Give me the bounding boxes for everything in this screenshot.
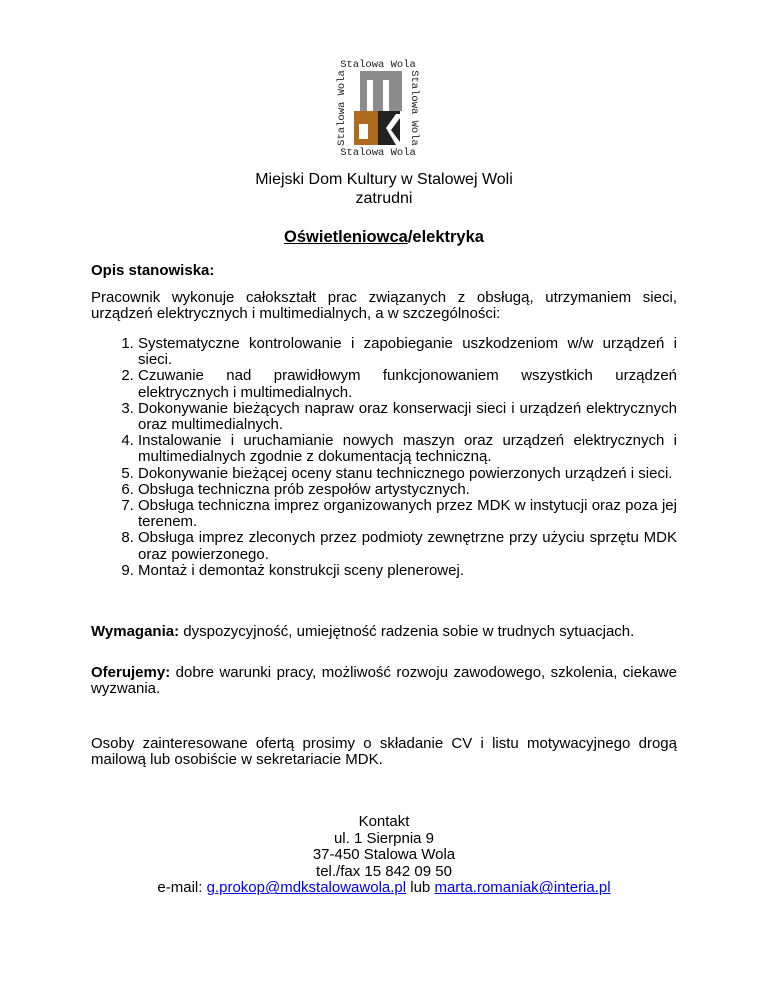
offer-paragraph [91, 665, 677, 697]
requirements-paragraph [91, 624, 677, 640]
job-title [0, 228, 768, 247]
logo-letter-m [360, 71, 402, 111]
requirements-text: dyspozycyjność, umiejętność radzenia sobie w trudnych sytuacjach. [179, 623, 635, 640]
offer-label: Oferujemy: [91, 664, 171, 681]
logo-text-left: Stalowa Wola [336, 70, 348, 146]
description-intro: Pracownik wykonuje całokształt prac związanych z obsługą, utrzymaniem sieci, urządzeń elektrycznych i multimedialnych, a w szczególności: [91, 289, 677, 323]
task-item: 1. Systematyczne kontrolowanie i zapobieganie uszkodzeniom w/w urządzeń i sieci. [138, 336, 677, 368]
email-separator: lub [406, 879, 435, 897]
email-link-prokop[interactable]: g.prokop@mdkstalowawola.pl [206, 879, 407, 897]
org-header [0, 170, 768, 208]
org-name: Miejski Dom Kultury w Stalowej Woli [255, 171, 513, 188]
job-title-main: Oświetleniowca [284, 228, 408, 246]
task-item: 2. Czuwanie nad prawidłowym funkcjonowaniem wszystkich urządzeń elektrycznych i multimedialnych. [138, 368, 677, 400]
contact-city: 37-450 Stalowa Wola [312, 846, 456, 864]
task-item: 9. Montaż i demontaż konstrukcji sceny plenerowej. [138, 563, 677, 579]
logo-letter-k [378, 111, 400, 145]
mdk-logo [335, 58, 421, 158]
job-title-rest: /elektryka [407, 228, 484, 246]
task-item: 5. Dokonywanie bieżącej oceny stanu technicznego powierzonych urządzeń i sieci. [138, 466, 677, 482]
logo-letter-d [354, 111, 378, 145]
task-list [91, 336, 677, 579]
offer-text: dobre warunki pracy, możliwość rozwoju zawodowego, szkolenia, ciekawe wyzwania. [91, 664, 677, 698]
task-item: 8. Obsługa imprez zleconych przez podmioty zewnętrzne przy użyciu sprzętu MDK oraz powierzonego. [138, 530, 677, 562]
contact-block [0, 814, 768, 897]
logo-text-bottom: Stalowa Wola [340, 147, 416, 158]
contact-heading: Kontakt [358, 813, 410, 830]
logo-text-right: Stalowa Wola [408, 70, 420, 146]
description-heading: Opis stanowiska: [91, 262, 215, 279]
contact-email-line [0, 880, 768, 897]
task-item: 6. Obsługa techniczna prób zespołów artystycznych. [138, 482, 677, 498]
contact-street: ul. 1 Sierpnia 9 [333, 829, 435, 847]
hiring-line: zatrudni [355, 190, 413, 207]
task-item: 7. Obsługa techniczna imprez organizowanych przez MDK w instytucji oraz poza jej terenem. [138, 498, 677, 530]
email-link-romaniak[interactable]: marta.romaniak@interia.pl [434, 879, 611, 897]
apply-paragraph: Osoby zainteresowane ofertą prosimy o składanie CV i listu motywacyjnego drogą mailową lub osobiście w sekretariacie MDK. [91, 735, 677, 769]
contact-phone: tel./fax 15 842 09 50 [316, 862, 452, 880]
task-item: 3. Dokonywanie bieżących napraw oraz konserwacji sieci i urządzeń elektrycznych oraz multimedialnych. [138, 401, 677, 433]
requirements-label: Wymagania: [91, 623, 180, 640]
task-item: 4. Instalowanie i uruchamianie nowych maszyn oraz urządzeń elektrycznych i multimedialnych zgodnie z dokumentacją techniczną. [138, 433, 677, 465]
logo-text-top: Stalowa Wola [340, 59, 416, 71]
email-label: e-mail: [157, 879, 207, 897]
